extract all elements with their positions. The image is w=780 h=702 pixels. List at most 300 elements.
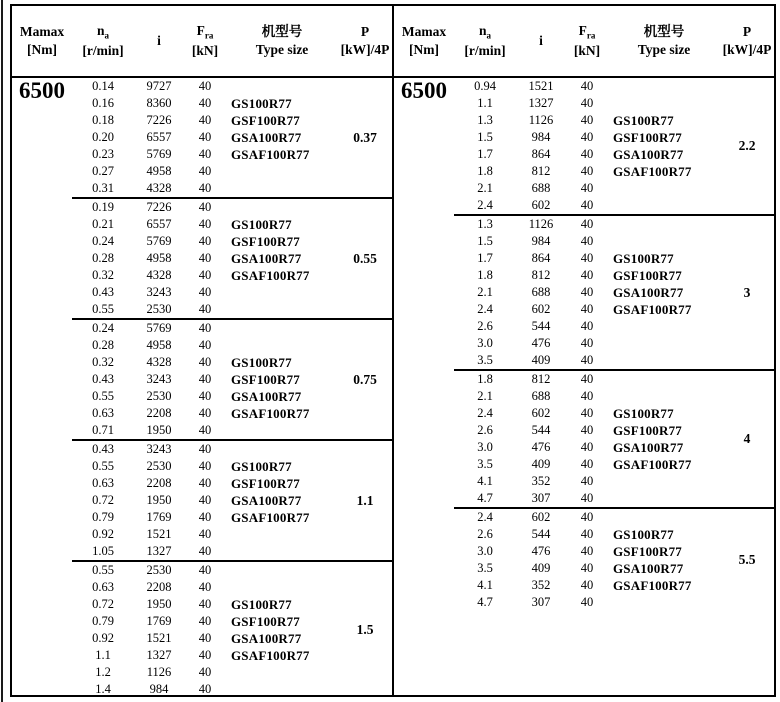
mamax-title: Mamax: [19, 23, 65, 39]
ratio-value: 2208: [146, 580, 172, 594]
na-value: 0.21: [92, 217, 114, 231]
na-title: $n_a$: [96, 22, 109, 41]
ratio-value: 1950: [146, 423, 172, 437]
type-size-value: GSAF100R77: [231, 146, 310, 162]
type-size-value: [226, 163, 338, 180]
na-value: 0.72: [92, 493, 114, 507]
na-value: 0.19: [72, 198, 134, 216]
fra-value: 40: [198, 147, 212, 161]
page-edge-line: [1, 0, 3, 702]
type-size-value: GSA100R77: [613, 146, 684, 162]
na-value: 0.18: [92, 113, 114, 127]
type-size-value: GSA100R77: [613, 439, 684, 455]
na-value: 4.7: [477, 595, 493, 609]
fra-value: 40: [580, 544, 594, 558]
max-torque-value: 6500: [401, 78, 447, 103]
ratio-value: 984: [531, 130, 551, 144]
spec-table-right: [394, 6, 774, 611]
ratio-value: 812: [531, 164, 551, 178]
na-value: 3.5: [477, 561, 493, 575]
na-value: 1.5: [477, 130, 493, 144]
i-title: i: [539, 32, 543, 48]
type-size-value: [226, 664, 338, 681]
na-value: 0.24: [72, 319, 134, 337]
fra-value: 40: [198, 372, 212, 386]
fra-value: 40: [198, 389, 212, 403]
ratio-value: 5769: [146, 234, 172, 248]
type-size-value: GSAF100R77: [613, 456, 692, 472]
fra-value: 40: [198, 459, 212, 473]
na-unit: [r/min]: [82, 42, 124, 58]
na-value: 2.6: [477, 423, 493, 437]
ratio-value: 602: [516, 508, 566, 526]
fra-value: 40: [198, 96, 212, 110]
i-title: i: [157, 32, 161, 48]
ratio-value: 4328: [146, 268, 172, 282]
ratio-value: 6557: [146, 217, 172, 231]
ratio-value: 4328: [146, 355, 172, 369]
fra-value: 40: [580, 491, 594, 505]
ratio-value: 812: [516, 370, 566, 388]
fra-value: 40: [566, 508, 608, 526]
ratio-value: 3243: [134, 440, 184, 458]
fra-value: 40: [198, 130, 212, 144]
fra-value: 40: [580, 336, 594, 350]
col-header-i: [516, 6, 566, 77]
ratio-value: 409: [531, 457, 551, 471]
ratio-value: 1769: [146, 510, 172, 524]
na-value: 0.14: [92, 79, 114, 93]
type-title-en: Type size: [637, 42, 691, 57]
ratio-value: 602: [531, 302, 551, 316]
power-value: 4: [720, 370, 774, 508]
ratio-value: 4958: [146, 251, 172, 265]
fra-value: 40: [566, 370, 608, 388]
ratio-value: 864: [531, 147, 551, 161]
ratio-value: 602: [531, 406, 551, 420]
fra-value: 40: [580, 79, 594, 93]
type-size-value: [226, 422, 338, 440]
spec-table-frame: [10, 4, 776, 697]
na-value: 0.31: [92, 181, 114, 195]
fra-value: 40: [198, 181, 212, 195]
type-size-value: [608, 233, 720, 250]
ratio-value: 688: [531, 285, 551, 299]
ratio-value: 2530: [134, 561, 184, 579]
ratio-value: 9727: [146, 79, 172, 93]
ratio-value: 1950: [146, 493, 172, 507]
type-size-value: GSF100R77: [613, 422, 682, 438]
power-value: 0.37: [353, 129, 377, 145]
fra-value: 40: [198, 251, 212, 265]
type-size-value: [608, 370, 720, 388]
fra-value: 40: [198, 648, 212, 662]
na-value: 2.6: [477, 527, 493, 541]
type-title-zh: 机型号: [261, 23, 303, 39]
ratio-value: 307: [531, 595, 551, 609]
fra-value: 40: [580, 578, 594, 592]
na-value: 1.2: [95, 665, 111, 679]
fra-value: 40: [580, 285, 594, 299]
type-size-value: [226, 681, 338, 698]
type-size-value: GSF100R77: [231, 112, 300, 128]
fra-value: 40: [198, 234, 212, 248]
type-size-value: GS100R77: [613, 526, 674, 542]
fra-value: 40: [580, 113, 594, 127]
na-unit: [r/min]: [464, 42, 506, 58]
power-value: 0.55: [338, 198, 392, 319]
type-size-value: GS100R77: [231, 458, 292, 474]
ratio-value: 2530: [146, 459, 172, 473]
fra-value: 40: [580, 147, 594, 161]
col-header-p: [338, 6, 392, 77]
fra-value: 40: [198, 423, 212, 437]
na-value: 3.0: [477, 544, 493, 558]
ratio-value: 3243: [146, 285, 172, 299]
mamax-unit: [Nm]: [27, 42, 57, 57]
na-value: 2.4: [454, 508, 516, 526]
fra-value: 40: [580, 527, 594, 541]
fra-value: 40: [184, 561, 226, 579]
type-title-zh: 机型号: [643, 23, 685, 39]
col-header-mamax: [12, 6, 72, 77]
na-value: 0.92: [92, 631, 114, 645]
na-value: 0.28: [92, 251, 114, 265]
na-value: 2.1: [477, 285, 493, 299]
fra-value: 40: [580, 406, 594, 420]
ratio-value: 476: [531, 336, 551, 350]
type-size-value: [608, 352, 720, 370]
na-value: 3.5: [477, 353, 493, 367]
na-value: 3.0: [477, 440, 493, 454]
ratio-value: 409: [531, 353, 551, 367]
type-size-value: GSF100R77: [613, 129, 682, 145]
type-size-value: [226, 180, 338, 198]
na-value: 1.7: [477, 147, 493, 161]
na-value: 0.92: [92, 527, 114, 541]
ratio-value: 1126: [146, 665, 172, 679]
fra-value: 40: [580, 319, 594, 333]
type-size-value: GS100R77: [231, 596, 292, 612]
power-value: 1.1: [338, 440, 392, 561]
ratio-value: 1327: [146, 544, 172, 558]
na-value: 2.1: [477, 389, 493, 403]
na-value: 4.7: [477, 491, 493, 505]
na-value: 4.1: [477, 578, 493, 592]
p-unit: [kW]/4P: [340, 42, 390, 57]
ratio-value: 476: [531, 544, 551, 558]
col-header-i: [134, 6, 184, 77]
na-value: 0.94: [474, 79, 496, 93]
type-size-value: GSF100R77: [613, 267, 682, 283]
na-value: 3.5: [477, 457, 493, 471]
power-value: 0.75: [338, 319, 392, 440]
ratio-value: 544: [531, 423, 551, 437]
na-value: 2.4: [477, 198, 493, 212]
fra-value: 40: [580, 268, 594, 282]
fra-value: 40: [198, 268, 212, 282]
type-size-value: [608, 594, 720, 611]
type-size-value: GSF100R77: [231, 475, 300, 491]
col-header-na: [454, 6, 516, 77]
type-size-value: [226, 579, 338, 596]
fra-value: 40: [198, 285, 212, 299]
ratio-value: 984: [149, 682, 169, 696]
power-value: 1.5: [338, 561, 392, 698]
col-header-na: [72, 6, 134, 77]
spec-row: [12, 77, 392, 95]
fra-value: 40: [198, 476, 212, 490]
type-size-value: [608, 77, 720, 95]
type-size-value: GSF100R77: [613, 543, 682, 559]
fra-value: 40: [198, 527, 212, 541]
fra-value: 40: [184, 440, 226, 458]
type-size-value: [608, 473, 720, 490]
fra-value: 40: [198, 406, 212, 420]
na-value: 0.27: [92, 164, 114, 178]
fra-value: 40: [198, 614, 212, 628]
fra-value: 40: [198, 510, 212, 524]
ratio-value: 3243: [146, 372, 172, 386]
ratio-value: 8360: [146, 96, 172, 110]
ratio-value: 1327: [146, 648, 172, 662]
fra-value: 40: [580, 457, 594, 471]
ratio-value: 476: [531, 440, 551, 454]
fra-value: 40: [198, 631, 212, 645]
type-size-value: GSA100R77: [231, 492, 302, 508]
na-value: 1.7: [477, 251, 493, 265]
fra-value: 40: [184, 319, 226, 337]
ratio-value: 4958: [146, 338, 172, 352]
na-value: 1.8: [454, 370, 516, 388]
ratio-value: 7226: [134, 198, 184, 216]
na-value: 0.16: [92, 96, 114, 110]
mamax-unit: [Nm]: [409, 42, 439, 57]
spec-table-right-panel: [392, 6, 774, 695]
type-size-value: GSA100R77: [231, 630, 302, 646]
p-title: P: [742, 23, 752, 39]
na-value: 2.6: [477, 319, 493, 333]
spec-table-left: [12, 6, 392, 698]
type-size-value: GSA100R77: [231, 388, 302, 404]
na-value: 0.24: [92, 234, 114, 248]
fra-value: 40: [580, 198, 594, 212]
type-size-value: [608, 215, 720, 233]
header-row: [394, 6, 774, 77]
na-value: 0.55: [92, 459, 114, 473]
type-size-value: [608, 197, 720, 215]
na-value: 1.1: [477, 96, 493, 110]
type-size-value: [608, 490, 720, 508]
type-size-value: GS100R77: [231, 216, 292, 232]
fra-value: 40: [198, 79, 212, 93]
na-value: 0.63: [92, 406, 114, 420]
ratio-value: 6557: [146, 130, 172, 144]
fra-value: 40: [580, 234, 594, 248]
na-value: 0.72: [92, 597, 114, 611]
fra-value: 40: [198, 682, 212, 696]
na-value: 0.28: [92, 338, 114, 352]
fra-title: $F_{ra}$: [578, 22, 596, 41]
fra-value: 40: [580, 181, 594, 195]
na-value: 0.20: [92, 130, 114, 144]
ratio-value: 1126: [528, 113, 554, 127]
type-size-value: [226, 543, 338, 561]
type-size-value: GS100R77: [613, 112, 674, 128]
fra-value: 40: [580, 96, 594, 110]
fra-value: 40: [198, 493, 212, 507]
type-size-value: GS100R77: [231, 354, 292, 370]
fra-value: 40: [580, 595, 594, 609]
na-value: 0.55: [92, 302, 114, 316]
fra-title: $F_{ra}$: [196, 22, 214, 41]
na-value: 0.43: [72, 440, 134, 458]
fra-value: 40: [198, 355, 212, 369]
ratio-value: 544: [531, 319, 551, 333]
col-header-fra: [566, 6, 608, 77]
fra-value: 40: [198, 302, 212, 316]
ratio-value: 864: [531, 251, 551, 265]
type-size-value: [608, 180, 720, 197]
type-size-value: [226, 198, 338, 216]
na-value: 4.1: [477, 474, 493, 488]
ratio-value: 1950: [146, 597, 172, 611]
na-value: 0.63: [92, 580, 114, 594]
type-size-value: [226, 337, 338, 354]
na-value: 0.32: [92, 268, 114, 282]
na-value: 0.43: [92, 285, 114, 299]
na-value: 1.4: [95, 682, 111, 696]
mamax-title: Mamax: [401, 23, 447, 39]
na-value: 1.3: [454, 215, 516, 233]
type-size-value: GSAF100R77: [613, 163, 692, 179]
ratio-value: 5769: [134, 319, 184, 337]
ratio-value: 1521: [146, 631, 172, 645]
type-size-value: [226, 526, 338, 543]
type-size-value: GS100R77: [613, 405, 674, 421]
ratio-value: 984: [531, 234, 551, 248]
type-size-value: [226, 301, 338, 319]
header-row: [12, 6, 392, 77]
na-value: 0.55: [92, 389, 114, 403]
na-value: 1.8: [477, 268, 493, 282]
type-size-value: [608, 388, 720, 405]
na-value: 0.79: [92, 510, 114, 524]
ratio-value: 5769: [146, 147, 172, 161]
type-size-value: [608, 318, 720, 335]
ratio-value: 4328: [146, 181, 172, 195]
type-size-value: GSF100R77: [231, 371, 300, 387]
type-size-value: [608, 335, 720, 352]
type-size-value: [226, 440, 338, 458]
na-value: 2.4: [477, 302, 493, 316]
na-value: 1.05: [92, 544, 114, 558]
p-title: P: [360, 23, 370, 39]
col-header-fra: [184, 6, 226, 77]
power-value: 3: [720, 215, 774, 370]
ratio-value: 409: [531, 561, 551, 575]
type-size-value: GSA100R77: [231, 129, 302, 145]
ratio-value: 2208: [146, 406, 172, 420]
fra-value: 40: [580, 302, 594, 316]
type-size-value: GSAF100R77: [231, 267, 310, 283]
fra-value: 40: [198, 113, 212, 127]
power-value: 2.2: [738, 138, 756, 153]
fra-value: 40: [580, 389, 594, 403]
spec-table-left-panel: [12, 6, 392, 695]
col-header-type: [608, 6, 720, 77]
fra-value: 40: [198, 164, 212, 178]
na-value: 2.4: [477, 406, 493, 420]
type-size-value: GSF100R77: [231, 233, 300, 249]
na-value: 0.55: [72, 561, 134, 579]
type-size-value: GSA100R77: [613, 560, 684, 576]
na-value: 2.1: [477, 181, 493, 195]
na-value: 0.79: [92, 614, 114, 628]
ratio-value: 602: [531, 198, 551, 212]
col-header-p: [720, 6, 774, 77]
spec-row: [394, 77, 774, 95]
type-size-value: GS100R77: [231, 95, 292, 111]
ratio-value: 688: [531, 181, 551, 195]
na-value: 0.63: [92, 476, 114, 490]
na-title: $n_a$: [478, 22, 491, 41]
fra-value: 40: [580, 440, 594, 454]
type-size-value: [608, 95, 720, 112]
col-header-type: [226, 6, 338, 77]
type-title-en: Type size: [255, 42, 309, 57]
type-size-value: [608, 508, 720, 526]
na-value: 1.8: [477, 164, 493, 178]
type-size-value: GSAF100R77: [231, 647, 310, 663]
fra-value: 40: [580, 561, 594, 575]
max-torque-value: 6500: [19, 78, 65, 103]
fra-value: 40: [580, 251, 594, 265]
power-value: 5.5: [720, 508, 774, 611]
ratio-value: 544: [531, 527, 551, 541]
fra-value: 40: [566, 215, 608, 233]
type-size-value: GS100R77: [613, 250, 674, 266]
ratio-value: 688: [531, 389, 551, 403]
ratio-value: 1521: [528, 79, 554, 93]
ratio-value: 1126: [516, 215, 566, 233]
ratio-value: 307: [531, 491, 551, 505]
na-value: 0.71: [92, 423, 114, 437]
fra-value: 40: [580, 353, 594, 367]
ratio-value: 352: [531, 578, 551, 592]
p-unit: [kW]/4P: [722, 42, 772, 57]
fra-value: 40: [580, 423, 594, 437]
na-value: 1.5: [477, 234, 493, 248]
fra-value: 40: [580, 164, 594, 178]
fra-unit: [kN]: [191, 42, 219, 58]
type-size-value: [226, 77, 338, 95]
ratio-value: 7226: [146, 113, 172, 127]
fra-value: 40: [198, 665, 212, 679]
type-size-value: GSAF100R77: [231, 509, 310, 525]
type-size-value: GSAF100R77: [613, 301, 692, 317]
fra-value: 40: [580, 474, 594, 488]
fra-value: 40: [184, 198, 226, 216]
ratio-value: 352: [531, 474, 551, 488]
type-size-value: GSF100R77: [231, 613, 300, 629]
fra-value: 40: [198, 544, 212, 558]
type-size-value: GSAF100R77: [231, 405, 310, 421]
ratio-value: 2530: [146, 302, 172, 316]
col-header-mamax: [394, 6, 454, 77]
type-size-value: [226, 561, 338, 579]
type-size-value: [226, 284, 338, 301]
